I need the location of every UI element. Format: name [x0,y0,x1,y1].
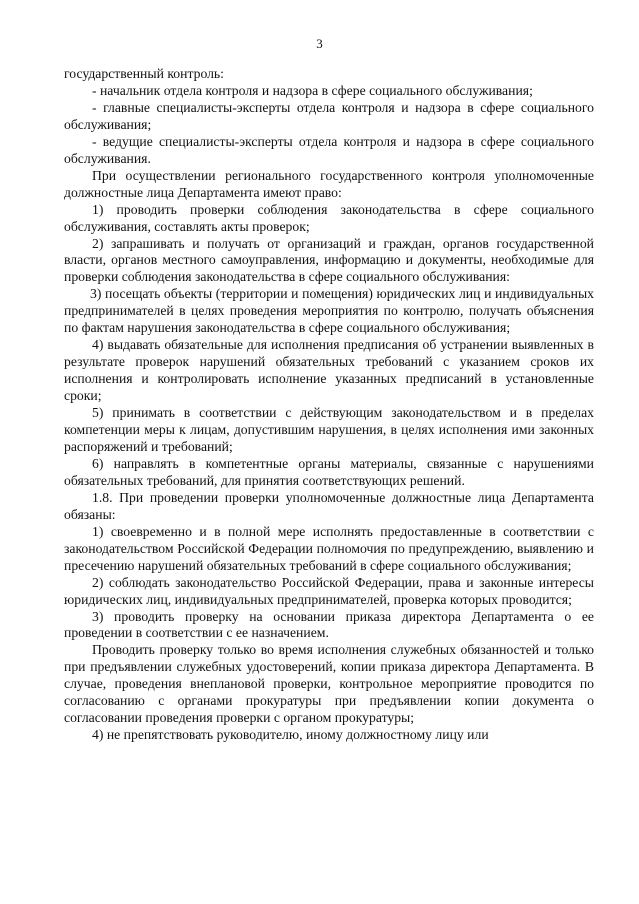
paragraph: 1.8. При проведении проверки уполномоченные должностные лица Департамента обязаны: [64,489,594,522]
paragraph: 2) соблюдать законодательство Российской Федерации, права и законные интересы юридических лиц, индивидуальных предпринимателей, проверка которых проводится; [64,574,594,607]
paragraph: - главные специалисты-эксперты отдела контроля и надзора в сфере социального обслуживания; [64,99,594,132]
page-number: 3 [316,36,323,51]
paragraph: 6) направлять в компетентные органы материалы, связанные с нарушениями обязательных требований, для принятия соответствующих решений. [64,455,594,488]
paragraph: 5) принимать в соответствии с действующим законодательством и в пределах компетенции меры к лицам, допустившим нарушения, в целях исполнения ими законных распоряжений и требований; [64,405,594,454]
document-body [64,66,594,744]
paragraph: 1) своевременно и в полной мере исполнять предоставленные в соответствии с законодательством Российской Федерации полномочия по предупреждению, выявлению и пресечению нарушений обязательных требований в сфере социального обслуживания; [64,523,594,573]
paragraph: 2) запрашивать и получать от организаций и граждан, органов государственной власти, органов местного самоуправления, информацию и документы, необходимые для проверки соблюдения законодательства в сфере социального обслуживания: [64,235,594,285]
paragraph: 4) выдавать обязательные для исполнения предписания об устранении выявленных в результате проверок нарушений обязательных требований с указанием сроков их исполнения и контролировать исполнение указанных предписаний в установленные сроки; [64,337,594,404]
paragraph: 3) посещать объекты (территории и помещения) юридических лиц и индивидуальных предпринимателей в целях проведения мероприятия по контролю, получать объяснения по фактам нарушения законодательства в сфере социального обслуживания; [64,286,594,336]
paragraph: 3) проводить проверку на основании приказа директора Департамента о ее проведении в соответствии с ее назначением. [64,608,594,641]
paragraph: государственный контроль: [64,66,224,81]
paragraph: При осуществлении регионального государственного контроля уполномоченные должностные лица Департамента имеют право: [64,167,594,200]
paragraph: - начальник отдела контроля и надзора в сфере социального обслуживания; [92,82,533,98]
paragraph: Проводить проверку только во время исполнения служебных обязанностей и только при предъявлении служебных удостоверений, копии приказа директора Департамента. В случае, проведения внеплановой проверки, контрольное мероприятие проводится по согласованию с органами прокуратуры при предъявлении копии документа о согласовании проведения проверки с органом прокуратуры; [64,642,594,726]
paragraph: 1) проводить проверки соблюдения законодательства в сфере социального обслуживания, составлять акты проверок; [64,201,594,234]
paragraph: 4) не препятствовать руководителю, иному должностному лицу или [92,727,489,743]
paragraph: - ведущие специалисты-эксперты отдела контроля и надзора в сфере социального обслуживания. [64,133,594,166]
